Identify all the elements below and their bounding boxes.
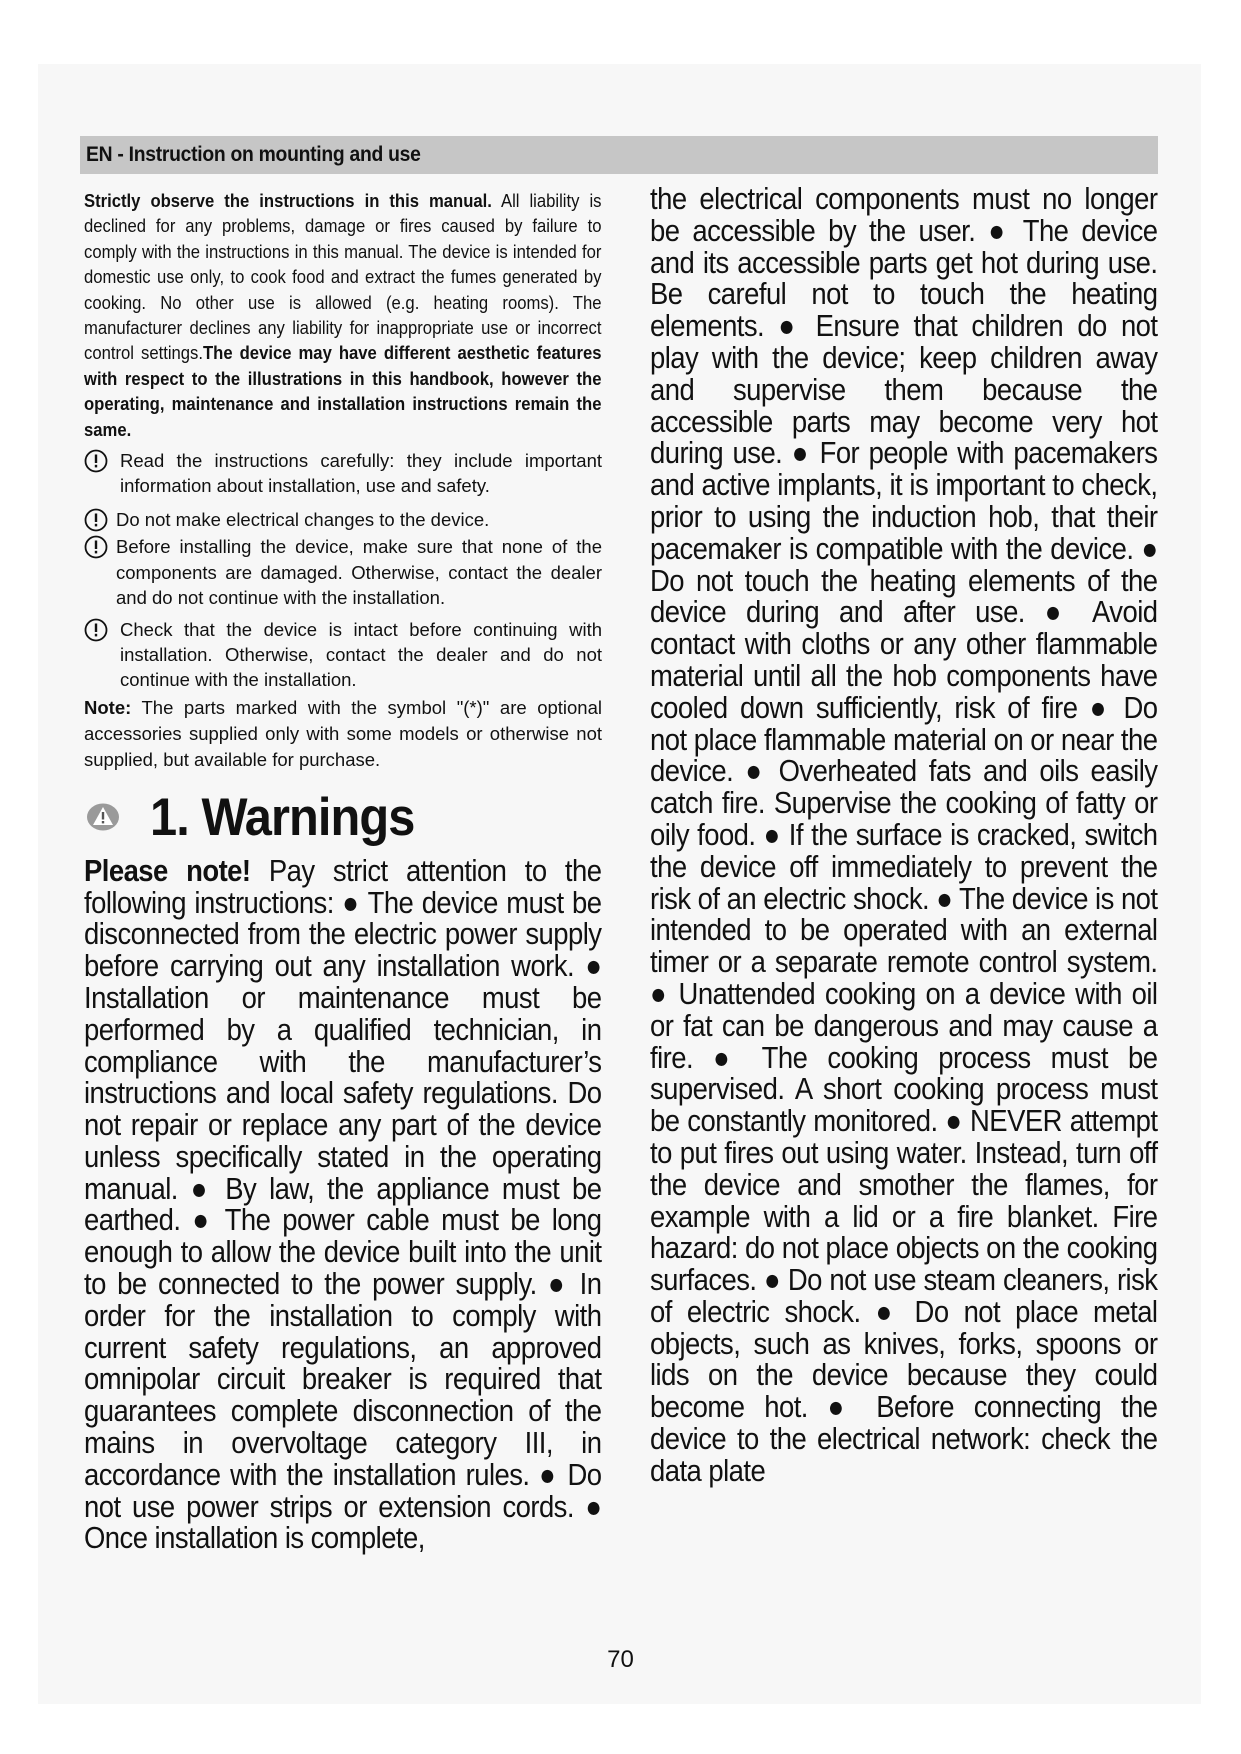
section-title: 1. Warnings	[150, 787, 415, 847]
warning-triangle-icon	[86, 802, 120, 832]
warnings-paragraph-left	[84, 853, 602, 1556]
note-label: Note:	[84, 696, 132, 718]
note-text: The parts marked with the symbol "(*)" are optional accessories supplied only with some models or otherwise not supplied, but available for purchase.	[84, 696, 602, 770]
header-bar	[80, 136, 1158, 174]
caution-item	[84, 534, 602, 610]
header-title: EN - Instruction on mounting and use	[86, 143, 421, 166]
section-heading	[84, 787, 602, 848]
warnings-left-text: Pay strict attention to the following instructions: ● The device must be disconnected from the electric power supply before carrying out any installation work. ● Installation or maintenance must be performed by a qualified technician, in compliance with the manufacturer’s instructions and local safety regulations. Do not repair or replace any part of the device unless specifically stated in the operating manual. ● By law, the appliance must be earthed. ● The power cable must be long enough to allow the device built into the unit to be connected to the power supply. ● In order for the installation to comply with current safety regulations, an approved omnipolar circuit breaker is required that guarantees complete disconnection of the mains in overvoltage category III, in accordance with the installation rules. ● Do not use power strips or extension cords. ● Once installation is complete,	[84, 853, 602, 1556]
intro-trail-bold: The device may have different aesthetic features with respect to the illustrations in this handbook, however the operating, maintenance and installation instructions remain the same.	[84, 342, 602, 440]
warnings-paragraph-right: the electrical components must no longer be accessible by the user. ● The device and its accessible parts get hot during use. Be careful not to touch the heating elements. ● Ensure that children do not play with the device; keep children away and supervise them because the accessible parts may become very hot during use. ● For people with pacemakers and active implants, it is important to check, prior to using the induction hob, that their pacemaker is compatible with the device. ● Do not touch the heating elements of the device during and after use. ● Avoid contact with cloths or any other flammable material until all the hob components have cooled down sufficiently, risk of fire ● Do not place flammable material on or near the device. ● Overheated fats and oils easily catch fire. Supervise the cooking of fatty or oily food. ● If the surface is cracked, switch the device off immediately to prevent the risk of an electric shock. ● The device is not intended to be operated with an external timer or a separate remote control system. ● Unattended cooking on a device with oil or fat can be dangerous and may cause a fire. ● The cooking process must be supervised. A short cooking process must be constantly monitored. ● NEVER attempt to put fires out using water. Instead, turn off the device and smother the flames, for example with a lid or a fire blanket. Fire hazard: do not place objects on the cooking surfaces. ● Do not use steam cleaners, risk of electric shock. ● Do not place metal objects, such as knives, forks, spoons or lids on the device because they could become hot. ● Before connecting the device to the electrical network: check the data plate	[650, 182, 1158, 1488]
caution-item	[84, 507, 602, 532]
caution-text: Before installing the device, make sure that none of the components are damaged. Otherwise, contact the dealer and do not continue with the installation.	[116, 536, 602, 609]
intro-lead-bold: Strictly observe the instructions in this manual.	[84, 190, 492, 211]
caution-item	[84, 448, 602, 499]
caution-list	[84, 448, 602, 693]
note-paragraph	[84, 695, 602, 773]
right-column	[650, 184, 1158, 1488]
intro-paragraph	[84, 188, 601, 442]
caution-text: Read the instructions carefully: they include important information about installation, use and safety.	[120, 450, 602, 497]
left-column	[84, 188, 602, 1555]
page-number: 70	[607, 1646, 634, 1673]
exclamation-circle-icon	[84, 535, 108, 559]
warnings-lead-bold: Please note!	[84, 853, 251, 888]
caution-text: Do not make electrical changes to the device.	[116, 508, 490, 530]
caution-item	[84, 617, 602, 693]
exclamation-circle-icon	[84, 449, 108, 473]
exclamation-circle-icon	[84, 508, 108, 532]
intro-lead-text: All liability is declined for any problems, damage or fires caused by failure to comply with the instructions in this manual. The device is intended for domestic use only, to cook food and extract the fumes generated by cooking. No other use is allowed (e.g. heating rooms). The manufacturer declines any liability for inappropriate use or incorrect control settings.	[84, 190, 602, 364]
exclamation-circle-icon	[84, 618, 108, 642]
caution-text: Check that the device is intact before continuing with installation. Otherwise, contact the dealer and do not continue with the installation.	[120, 618, 602, 691]
